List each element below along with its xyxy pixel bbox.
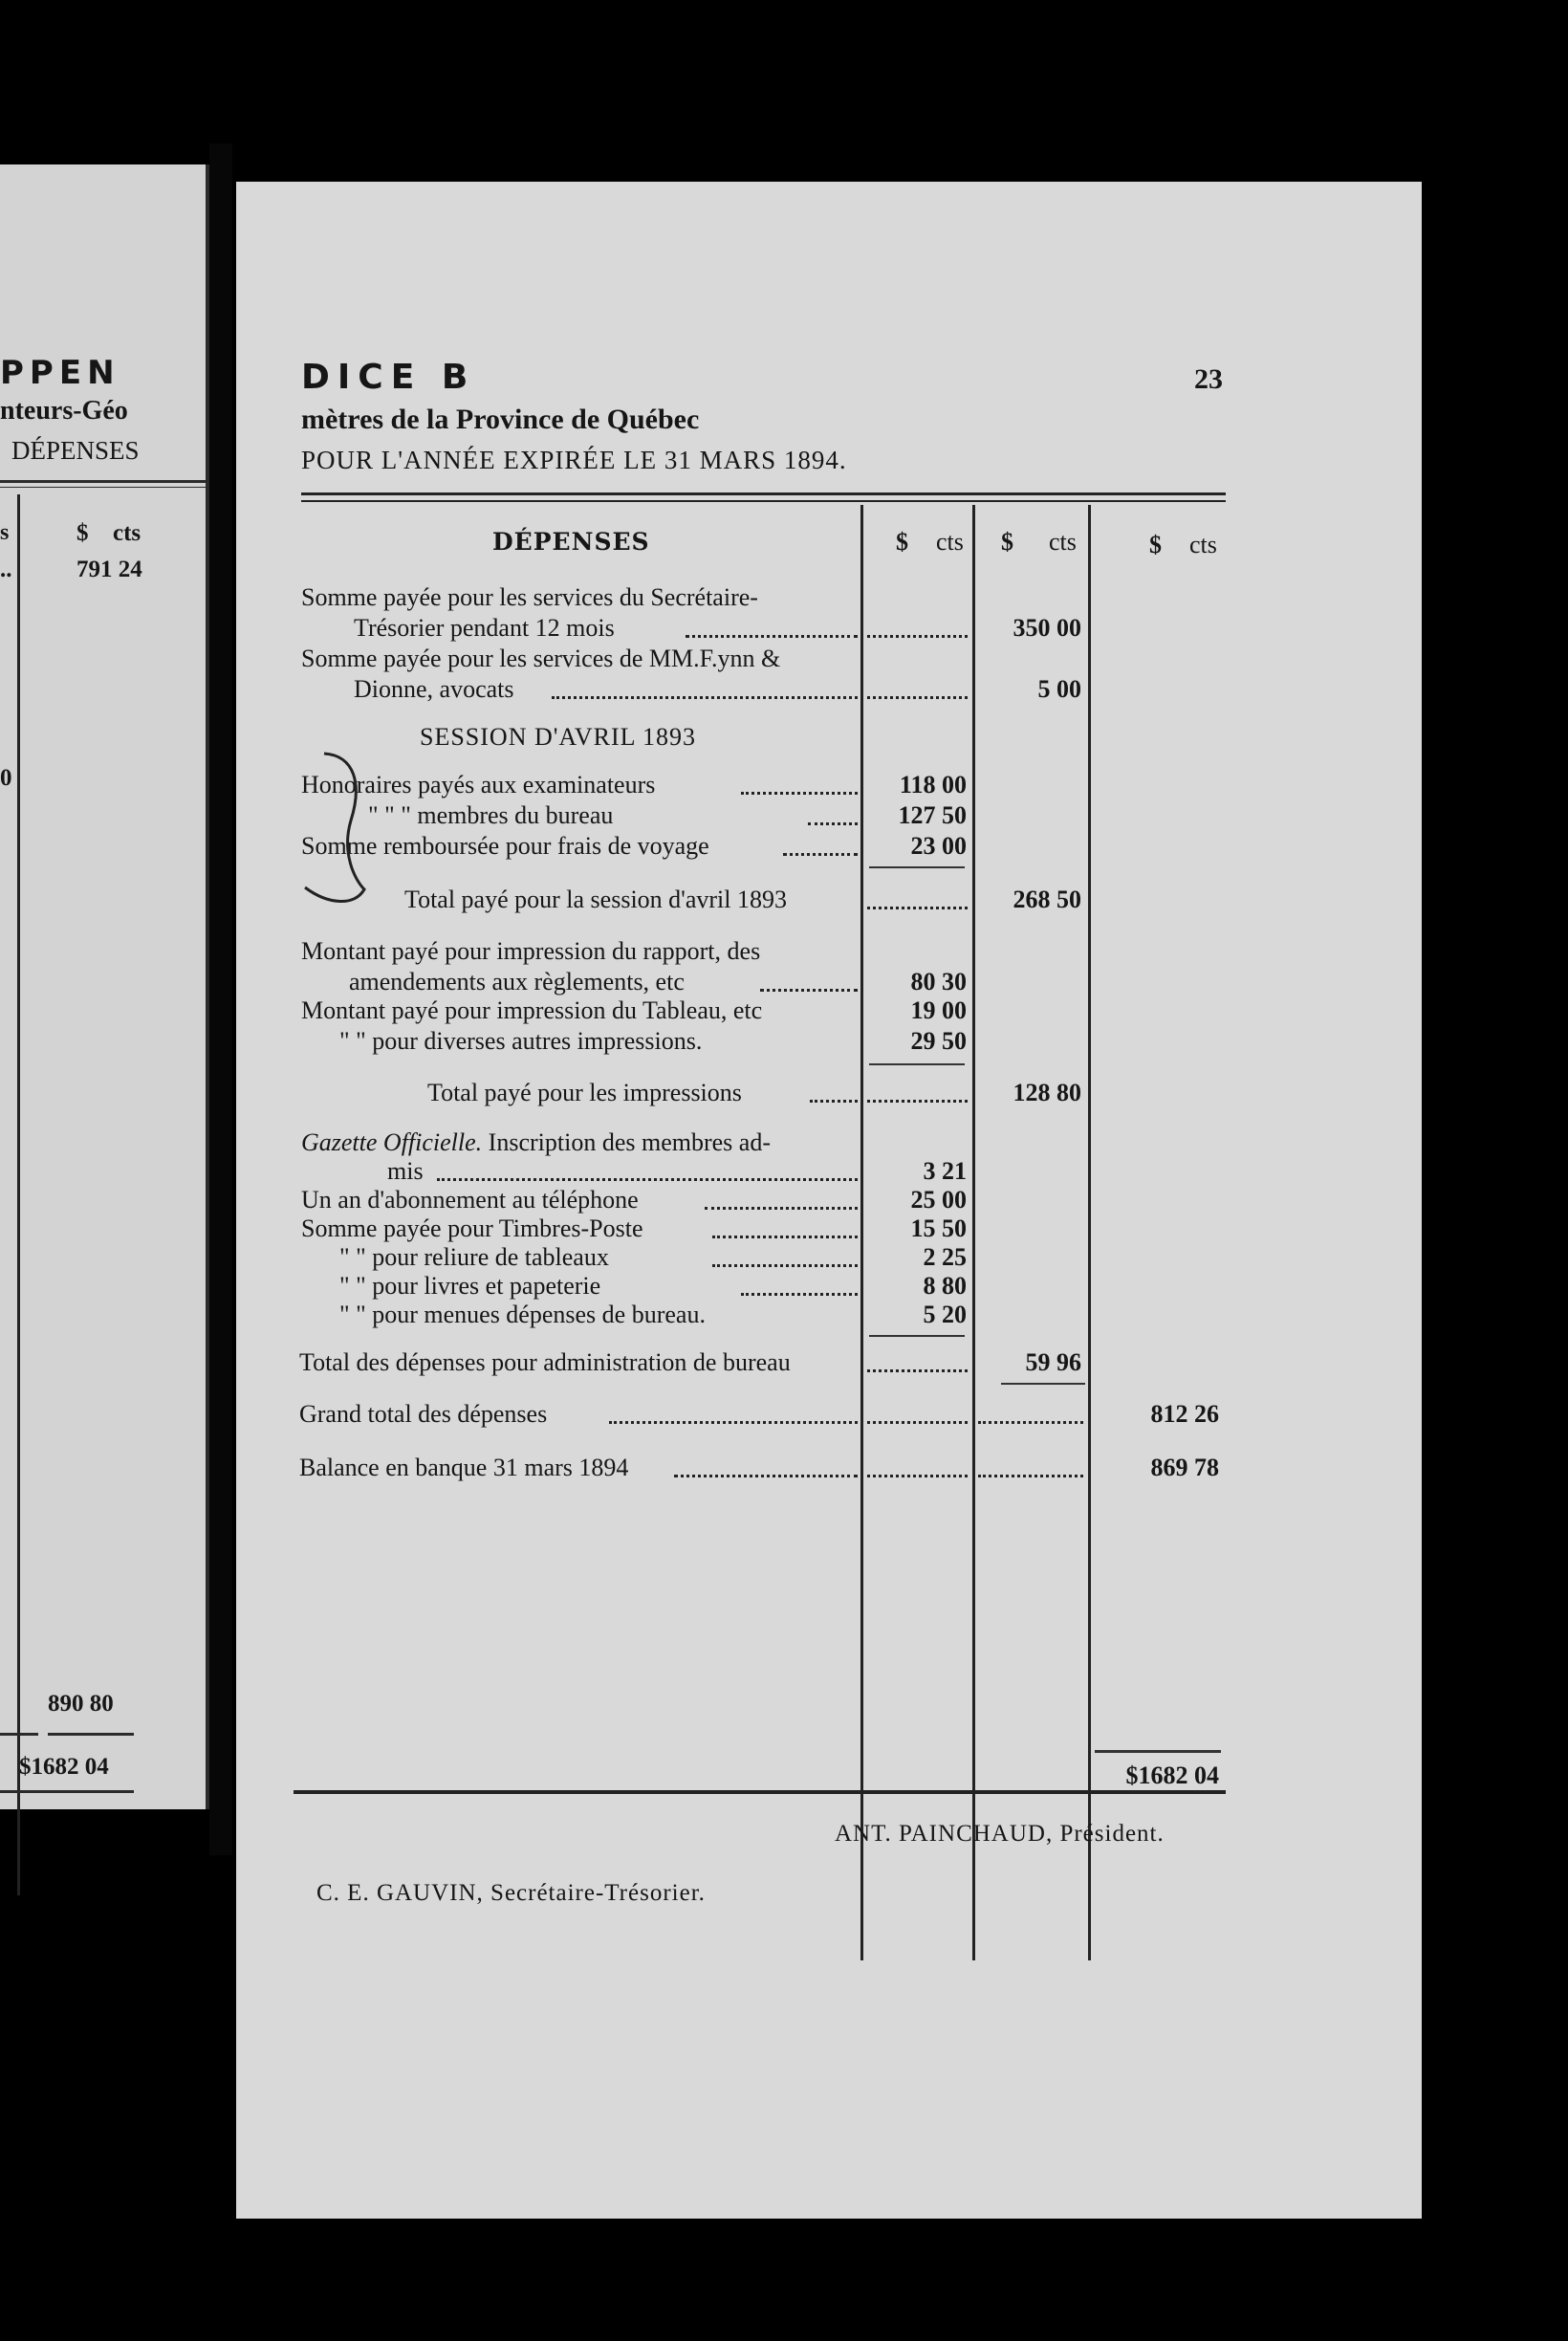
column-rule-1	[860, 505, 863, 1960]
left-total-rule-b	[48, 1733, 134, 1736]
gazette-description: Inscription des membres ad-	[488, 1128, 771, 1156]
left-total-rule-a	[0, 1733, 38, 1736]
secretary-signature: C. E. GAUVIN, Secrétaire-Trésorier.	[316, 1880, 706, 1906]
leader-dots	[867, 907, 968, 909]
final-grand-total: $1682 04	[1125, 1761, 1219, 1789]
col1-header-cts: cts	[936, 528, 964, 556]
col3-header-dollar: $	[1149, 531, 1162, 558]
section-heading-april-1893: SESSION D'AVRIL 1893	[420, 723, 697, 751]
page-subtitle: mètres de la Province de Québec	[301, 404, 700, 435]
left-subtitle-fragment: nteurs-Géo	[0, 396, 128, 426]
row-lawyers-line2: Dionne, avocats	[354, 675, 514, 703]
leader-dots	[808, 822, 858, 825]
row-telephone: Un an d'abonnement au téléphone	[301, 1186, 639, 1214]
left-col-head-cts: cts	[113, 520, 142, 546]
row-telephone-amount: 25 00	[910, 1186, 967, 1214]
gazette-title: Gazette Officielle.	[301, 1128, 483, 1156]
leader-dots	[712, 1236, 858, 1238]
column-header-description: DÉPENSES	[492, 528, 650, 556]
leader-dots	[783, 853, 858, 856]
row-board-members-amount: 127 50	[898, 801, 967, 829]
subtotal-rule	[869, 866, 965, 868]
col2-header-dollar: $	[1001, 528, 1013, 556]
row-report-printing-line1: Montant payé pour impression du rapport, des	[301, 937, 761, 965]
left-col-head-dollar: $	[76, 520, 89, 546]
row-secretary-line1: Somme payée pour les services du Secrétaire-	[301, 583, 758, 611]
leader-dots	[741, 792, 858, 795]
row-postage-amount: 15 50	[910, 1214, 967, 1242]
total-april-session-amount: 268 50	[1013, 886, 1081, 913]
col3-header-cts: cts	[1189, 531, 1217, 558]
left-bottom-rule	[0, 1790, 134, 1793]
row-table-printing: Montant payé pour impression du Tableau, etc	[301, 996, 763, 1024]
left-col-head-fragment: s	[0, 520, 10, 545]
left-subtotal: 890 80	[48, 1691, 114, 1717]
row-travel-amount: 23 00	[910, 832, 967, 860]
row-postage-stamps: Somme payée pour Timbres-Poste	[301, 1214, 643, 1242]
leader-dots	[867, 635, 968, 638]
row-secretary-line2: Trésorier pendant 12 mois	[354, 614, 615, 642]
page-gutter	[209, 143, 232, 1855]
leader-dots	[437, 1178, 858, 1181]
left-title-fragment: PPEN	[0, 354, 120, 392]
leader-dots	[552, 696, 858, 699]
leader-dots	[674, 1475, 858, 1477]
leader-dots	[867, 1475, 968, 1477]
row-gazette-line1	[301, 1128, 771, 1157]
left-header-rule	[0, 480, 206, 483]
final-total-rule	[1095, 1750, 1221, 1753]
row-gazette-amount: 3 21	[923, 1157, 967, 1185]
row-report-printing-amount: 80 30	[910, 968, 967, 995]
row-books-stationery: " " pour livres et papeterie	[339, 1272, 601, 1300]
president-signature: ANT. PAINCHAUD, Président.	[835, 1821, 1165, 1847]
row-board-members-fees: " " " membres du bureau	[368, 801, 614, 829]
handwritten-bracket-mark	[295, 746, 381, 918]
leader-dots	[978, 1475, 1083, 1477]
row-lawyers-line1: Somme payée pour les services de MM.F.ynn &	[301, 645, 781, 672]
header-rule	[301, 492, 1226, 495]
subtotal-rule	[1001, 1383, 1085, 1385]
subtotal-rule	[869, 1063, 965, 1065]
left-row-dash: ..	[0, 557, 12, 582]
row-other-printing: " " pour diverses autres impressions.	[339, 1027, 703, 1055]
row-lawyers-amount: 5 00	[1037, 675, 1081, 703]
row-gazette-line2: mis	[387, 1157, 424, 1185]
header-rule-thin	[301, 500, 1226, 502]
row-petty-expenses-amount: 5 20	[923, 1301, 967, 1328]
page-number: 23	[1194, 363, 1223, 395]
row-books-amount: 8 80	[923, 1272, 967, 1300]
column-rule-3	[1088, 505, 1091, 1960]
total-printing-label: Total payé pour les impressions	[427, 1079, 742, 1106]
col1-header-dollar: $	[896, 528, 908, 556]
leader-dots	[810, 1100, 858, 1103]
leader-dots	[867, 1100, 968, 1103]
footer-rule	[294, 1790, 1226, 1794]
row-travel-reimbursement: Somme remboursée pour frais de voyage	[301, 832, 709, 860]
column-rule-2	[972, 505, 975, 1960]
leader-dots	[712, 1264, 858, 1267]
left-margin-digit: 0	[0, 765, 12, 791]
page-title: DICE B	[301, 358, 476, 397]
report-period: POUR L'ANNÉE EXPIRÉE LE 31 MARS 1894.	[301, 446, 847, 474]
leader-dots	[760, 989, 858, 992]
leader-dots	[705, 1207, 858, 1210]
left-page-fragment	[0, 164, 209, 1809]
grand-total-expenses-label: Grand total des dépenses	[299, 1400, 548, 1428]
left-grand-total: $1682 04	[19, 1754, 109, 1780]
grand-total-expenses-amount: 812 26	[1150, 1400, 1219, 1428]
left-section-fragment: DÉPENSES	[11, 436, 140, 465]
row-secretary-amount: 350 00	[1013, 614, 1081, 642]
row-petty-expenses: " " pour menues dépenses de bureau.	[339, 1301, 706, 1328]
leader-dots	[867, 696, 968, 699]
bank-balance-label: Balance en banque 31 mars 1894	[299, 1454, 629, 1481]
bank-balance-amount: 869 78	[1150, 1454, 1219, 1481]
row-examiners-fees: Honoraires payés aux examinateurs	[301, 771, 656, 799]
total-office-admin-label: Total des dépenses pour administration de bureau	[299, 1348, 791, 1376]
left-column-rule	[17, 494, 20, 1895]
leader-dots	[978, 1421, 1083, 1424]
page-23	[236, 182, 1422, 2219]
leader-dots	[867, 1421, 968, 1424]
left-row-first-value: 791 24	[76, 557, 142, 582]
col2-header-cts: cts	[1049, 528, 1077, 556]
total-april-session-label: Total payé pour la session d'avril 1893	[404, 886, 788, 913]
leader-dots	[686, 635, 858, 638]
total-office-admin-amount: 59 96	[1025, 1348, 1081, 1376]
total-printing-amount: 128 80	[1013, 1079, 1081, 1106]
row-binding: " " pour reliure de tableaux	[339, 1243, 609, 1271]
subtotal-rule	[869, 1335, 965, 1337]
row-report-printing-line2: amendements aux règlements, etc	[349, 968, 685, 995]
row-examiners-amount: 118 00	[899, 771, 967, 799]
leader-dots	[741, 1293, 858, 1296]
left-header-rule-thin	[0, 487, 206, 488]
row-binding-amount: 2 25	[923, 1243, 967, 1271]
row-table-printing-amount: 19 00	[910, 996, 967, 1024]
row-other-printing-amount: 29 50	[910, 1027, 967, 1055]
leader-dots	[609, 1421, 858, 1424]
leader-dots	[867, 1369, 968, 1372]
